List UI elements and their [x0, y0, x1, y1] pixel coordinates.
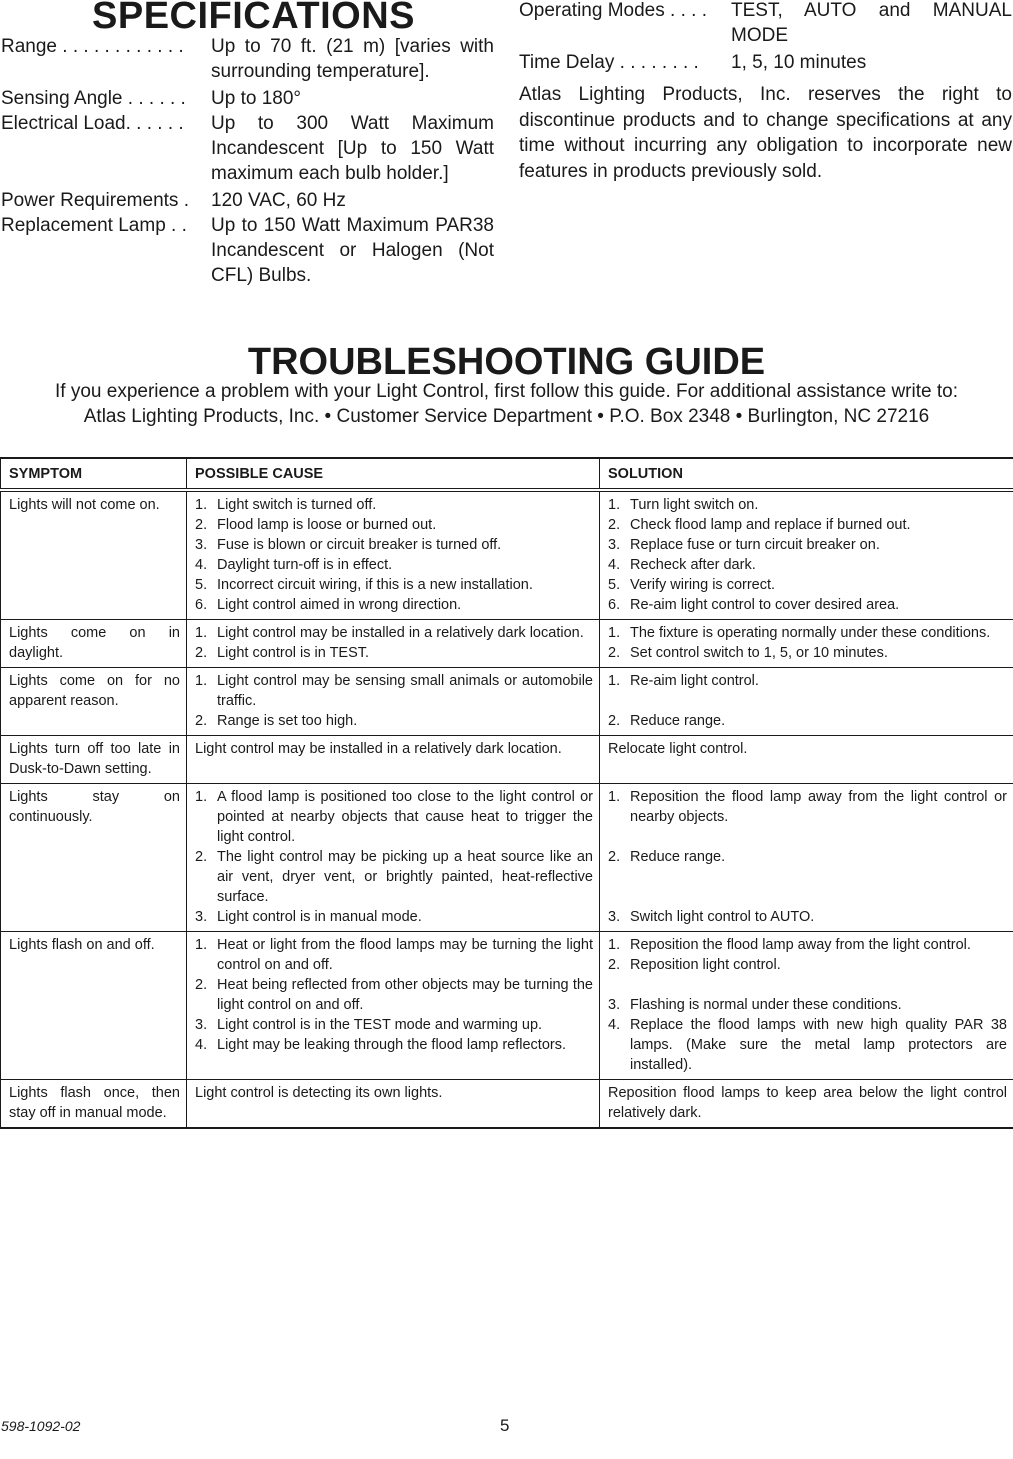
possible-cause-cell: [187, 620, 600, 668]
solution-cell: [600, 932, 1013, 1080]
spec-label: Time Delay . . . . . . . .: [519, 52, 699, 73]
list-item: [195, 711, 593, 731]
item-number: 6.: [195, 597, 208, 613]
solution-cell: [600, 490, 1013, 620]
spec-operating-modes: [519, 0, 1012, 48]
table-row: [1, 620, 1013, 668]
table-row: [1, 932, 1013, 1080]
item-text: Light control may be installed in a relatively dark location.: [217, 625, 584, 641]
symptom-cell: Lights come on for no apparent reason.: [1, 668, 187, 736]
spec-power-requirements: [1, 188, 494, 213]
header-possible-cause: POSSIBLE CAUSE: [187, 458, 600, 490]
list-item: [195, 975, 593, 1015]
spec-label: Power Requirements .: [1, 190, 189, 211]
symptom-cell: Lights will not come on.: [1, 490, 187, 620]
item-text: Range is set too high.: [217, 713, 358, 729]
troubleshooting-table: [0, 457, 1013, 1129]
item-text: Flashing is normal under these conditions.: [630, 997, 902, 1013]
item-text: Reduce range.: [630, 849, 726, 865]
list-item: [608, 787, 1007, 827]
intro-line: If you experience a problem with your Light Control, first follow this guide. For additional assistance write to:: [55, 381, 958, 402]
possible-cause-cell: [187, 736, 600, 784]
item-number: 1.: [195, 625, 208, 641]
possible-cause-cell: [187, 668, 600, 736]
list-item: [608, 575, 1007, 595]
spec-label: Operating Modes . . . .: [519, 0, 707, 21]
document-number: 598-1092-02: [1, 1418, 81, 1434]
item-number: 2.: [195, 849, 208, 865]
item-number: 1.: [195, 789, 208, 805]
item-text: Replace the flood lamps with new high quality PAR 38 lamps. (Make sure the metal lamp protectors are installed).: [630, 1017, 1007, 1073]
item-text: Heat or light from the flood lamps may be turning the light control on and off.: [217, 937, 593, 973]
list-item: [608, 495, 1007, 515]
table-row: [1, 736, 1013, 784]
item-number: 2.: [608, 645, 621, 661]
spec-label: Electrical Load. . . . . .: [1, 113, 184, 134]
spec-value: Up to 300 Watt Maximum Incandescent [Up to 150 Watt maximum each bulb holder.]: [211, 113, 494, 184]
list-item: [195, 555, 593, 575]
symptom-cell: Lights stay on continuously.: [1, 784, 187, 932]
list-item: [195, 671, 593, 711]
list-item: [608, 535, 1007, 555]
possible-cause-cell: [187, 784, 600, 932]
possible-cause-cell-list: [195, 787, 593, 927]
item-number: 3.: [608, 909, 621, 925]
symptom-cell: Lights flash once, then stay off in manual mode.: [1, 1080, 187, 1129]
possible-cause-cell: [187, 932, 600, 1080]
spec-value: 120 VAC, 60 Hz: [211, 190, 346, 211]
item-text: Light control is in the TEST mode and warming up.: [217, 1017, 543, 1033]
possible-cause-cell: [187, 490, 600, 620]
list-item: [608, 955, 1007, 975]
possible-cause-cell: [187, 1080, 600, 1129]
item-text: The fixture is operating normally under these conditions.: [630, 625, 991, 641]
symptom-cell: Lights come on in daylight.: [1, 620, 187, 668]
item-number: 5.: [608, 577, 621, 593]
item-number: 1.: [608, 937, 621, 953]
possible-cause-cell-list: [195, 623, 593, 663]
item-text: Reduce range.: [630, 713, 726, 729]
spec-value: Up to 70 ft. (21 m) [varies with surrounding temperature].: [211, 36, 494, 82]
item-number: 2.: [195, 517, 208, 533]
solution-cell: [600, 736, 1013, 784]
solution-cell-list: [608, 787, 1007, 927]
list-item: [608, 847, 1007, 867]
item-text: Fuse is blown or circuit breaker is turned off.: [217, 537, 502, 553]
item-number: 4.: [195, 557, 208, 573]
solution-cell-text: Relocate light control.: [608, 741, 748, 757]
table-row: [1, 1080, 1013, 1129]
item-text: Switch light control to AUTO.: [630, 909, 815, 925]
item-text: Light may be leaking through the flood lamp reflectors.: [217, 1037, 567, 1053]
item-number: 4.: [608, 557, 621, 573]
list-item: [195, 535, 593, 555]
item-number: 3.: [195, 1017, 208, 1033]
page-number: 5: [500, 1416, 510, 1435]
solution-cell-text: Reposition flood lamps to keep area below the light control relatively dark.: [608, 1085, 1007, 1121]
solution-cell: [600, 1080, 1013, 1129]
possible-cause-cell-text: Light control may be installed in a relatively dark location.: [195, 741, 562, 757]
item-number: 2.: [608, 517, 621, 533]
item-text: Flood lamp is loose or burned out.: [217, 517, 437, 533]
item-text: Light control aimed in wrong direction.: [217, 597, 462, 613]
spec-time-delay: [519, 50, 1012, 75]
list-item: [195, 1035, 593, 1055]
specifications-title: SPECIFICATIONS: [92, 0, 415, 37]
item-text: Reposition light control.: [630, 957, 781, 973]
item-text: Light switch is turned off.: [217, 497, 377, 513]
header-solution: SOLUTION: [600, 458, 1013, 490]
list-item: [608, 935, 1007, 955]
item-number: 3.: [195, 537, 208, 553]
header-symptom: SYMPTOM: [1, 458, 187, 490]
item-text: Verify wiring is correct.: [630, 577, 776, 593]
list-item: [608, 623, 1007, 643]
item-text: Light control is in manual mode.: [217, 909, 422, 925]
solution-cell-list: [608, 495, 1007, 615]
list-item: [195, 595, 593, 615]
item-text: The light control may be picking up a heat source like an air vent, dryer vent, or brightly painted, heat-reflective surface.: [217, 849, 593, 905]
item-text: Incorrect circuit wiring, if this is a new installation.: [217, 577, 533, 593]
item-number: 2.: [608, 957, 621, 973]
item-text: Light control is in TEST.: [217, 645, 370, 661]
item-number: 3.: [608, 997, 621, 1013]
spec-value: TEST, AUTO and MANUAL MODE: [731, 0, 1012, 46]
list-item: [195, 787, 593, 847]
spec-value: Up to 150 Watt Maximum PAR38 Incandescent or Halogen (Not CFL) Bulbs.: [211, 215, 494, 286]
item-text: Set control switch to 1, 5, or 10 minutes.: [630, 645, 888, 661]
list-item: [608, 515, 1007, 535]
item-text: Re-aim light control.: [630, 673, 759, 689]
spec-replacement-lamp: [1, 213, 494, 288]
list-item: [608, 711, 1007, 731]
list-item: [195, 907, 593, 927]
item-number: 3.: [195, 909, 208, 925]
item-number: 6.: [608, 597, 621, 613]
specifications-right: [519, 0, 1012, 75]
troubleshooting-intro: [0, 379, 1013, 429]
item-number: 1.: [195, 497, 208, 513]
list-item: [195, 847, 593, 907]
item-number: 2.: [608, 849, 621, 865]
item-text: Re-aim light control to cover desired area.: [630, 597, 900, 613]
spec-range: [1, 34, 494, 84]
table-body: [1, 490, 1013, 1128]
item-text: Check flood lamp and replace if burned out.: [630, 517, 911, 533]
item-text: Daylight turn-off is in effect.: [217, 557, 393, 573]
spec-electrical-load: [1, 111, 494, 186]
spec-label: Sensing Angle . . . . . .: [1, 88, 186, 109]
troubleshooting-title: TROUBLESHOOTING GUIDE: [247, 341, 766, 383]
list-item: [195, 643, 593, 663]
item-number: 1.: [608, 625, 621, 641]
item-text: Heat being reflected from other objects may be turning the light control on and off.: [217, 977, 593, 1013]
item-number: 1.: [608, 497, 621, 513]
item-number: 2.: [195, 977, 208, 993]
list-item: [195, 495, 593, 515]
item-number: 2.: [195, 645, 208, 661]
list-item: [195, 515, 593, 535]
spec-label: Replacement Lamp . .: [1, 215, 187, 236]
item-number: 2.: [195, 713, 208, 729]
item-number: 1.: [195, 937, 208, 953]
item-text: Recheck after dark.: [630, 557, 756, 573]
spec-sensing-angle: [1, 86, 494, 111]
item-number: 3.: [608, 537, 621, 553]
solution-cell: [600, 784, 1013, 932]
item-number: 1.: [608, 789, 621, 805]
list-item: [608, 643, 1007, 663]
reservation-note: Atlas Lighting Products, Inc. reserves the right to discontinue products and to change specifications at any time without incurring any obligation to incorporate new features in products previously sold.: [519, 84, 1012, 182]
item-number: 1.: [608, 673, 621, 689]
possible-cause-cell-list: [195, 495, 593, 615]
item-text: Reposition the flood lamp away from the light control.: [630, 937, 971, 953]
specifications-left: [1, 34, 494, 288]
symptom-cell: Lights flash on and off.: [1, 932, 187, 1080]
list-item: [608, 907, 1007, 927]
list-item: [195, 623, 593, 643]
list-item: [195, 575, 593, 595]
item-text: Turn light switch on.: [630, 497, 759, 513]
solution-cell-list: [608, 623, 1007, 663]
table-row: [1, 490, 1013, 620]
list-item: [195, 935, 593, 975]
item-number: 2.: [608, 713, 621, 729]
solution-cell: [600, 668, 1013, 736]
spec-value: 1, 5, 10 minutes: [731, 52, 867, 73]
list-item: [608, 1015, 1007, 1075]
solution-cell-list: [608, 935, 1007, 1075]
list-item: [195, 1015, 593, 1035]
item-text: Replace fuse or turn circuit breaker on.: [630, 537, 880, 553]
item-number: 4.: [608, 1017, 621, 1033]
solution-cell-list: [608, 671, 1007, 731]
solution-cell: [600, 620, 1013, 668]
table-row: [1, 784, 1013, 932]
item-number: 1.: [195, 673, 208, 689]
list-item: [608, 671, 1007, 691]
table-header-row: [1, 458, 1013, 490]
item-text: Reposition the flood lamp away from the light control or nearby objects.: [630, 789, 1007, 825]
possible-cause-cell-list: [195, 935, 593, 1055]
list-item: [608, 555, 1007, 575]
contact-address: Atlas Lighting Products, Inc. • Customer Service Department • P.O. Box 2348 • Burlington, NC 27216: [83, 406, 930, 427]
list-item: [608, 995, 1007, 1015]
list-item: [608, 595, 1007, 615]
table-row: [1, 668, 1013, 736]
item-text: Light control may be sensing small animals or automobile traffic.: [217, 673, 593, 709]
item-number: 5.: [195, 577, 208, 593]
item-number: 4.: [195, 1037, 208, 1053]
possible-cause-cell-list: [195, 671, 593, 731]
item-text: A flood lamp is positioned too close to the light control or pointed at nearby objects that cause heat to trigger the light control.: [217, 789, 593, 845]
spec-value: Up to 180°: [211, 88, 301, 109]
spec-label: Range . . . . . . . . . . . .: [1, 36, 184, 57]
possible-cause-cell-text: Light control is detecting its own lights.: [195, 1085, 443, 1101]
symptom-cell: Lights turn off too late in Dusk-to-Dawn setting.: [1, 736, 187, 784]
